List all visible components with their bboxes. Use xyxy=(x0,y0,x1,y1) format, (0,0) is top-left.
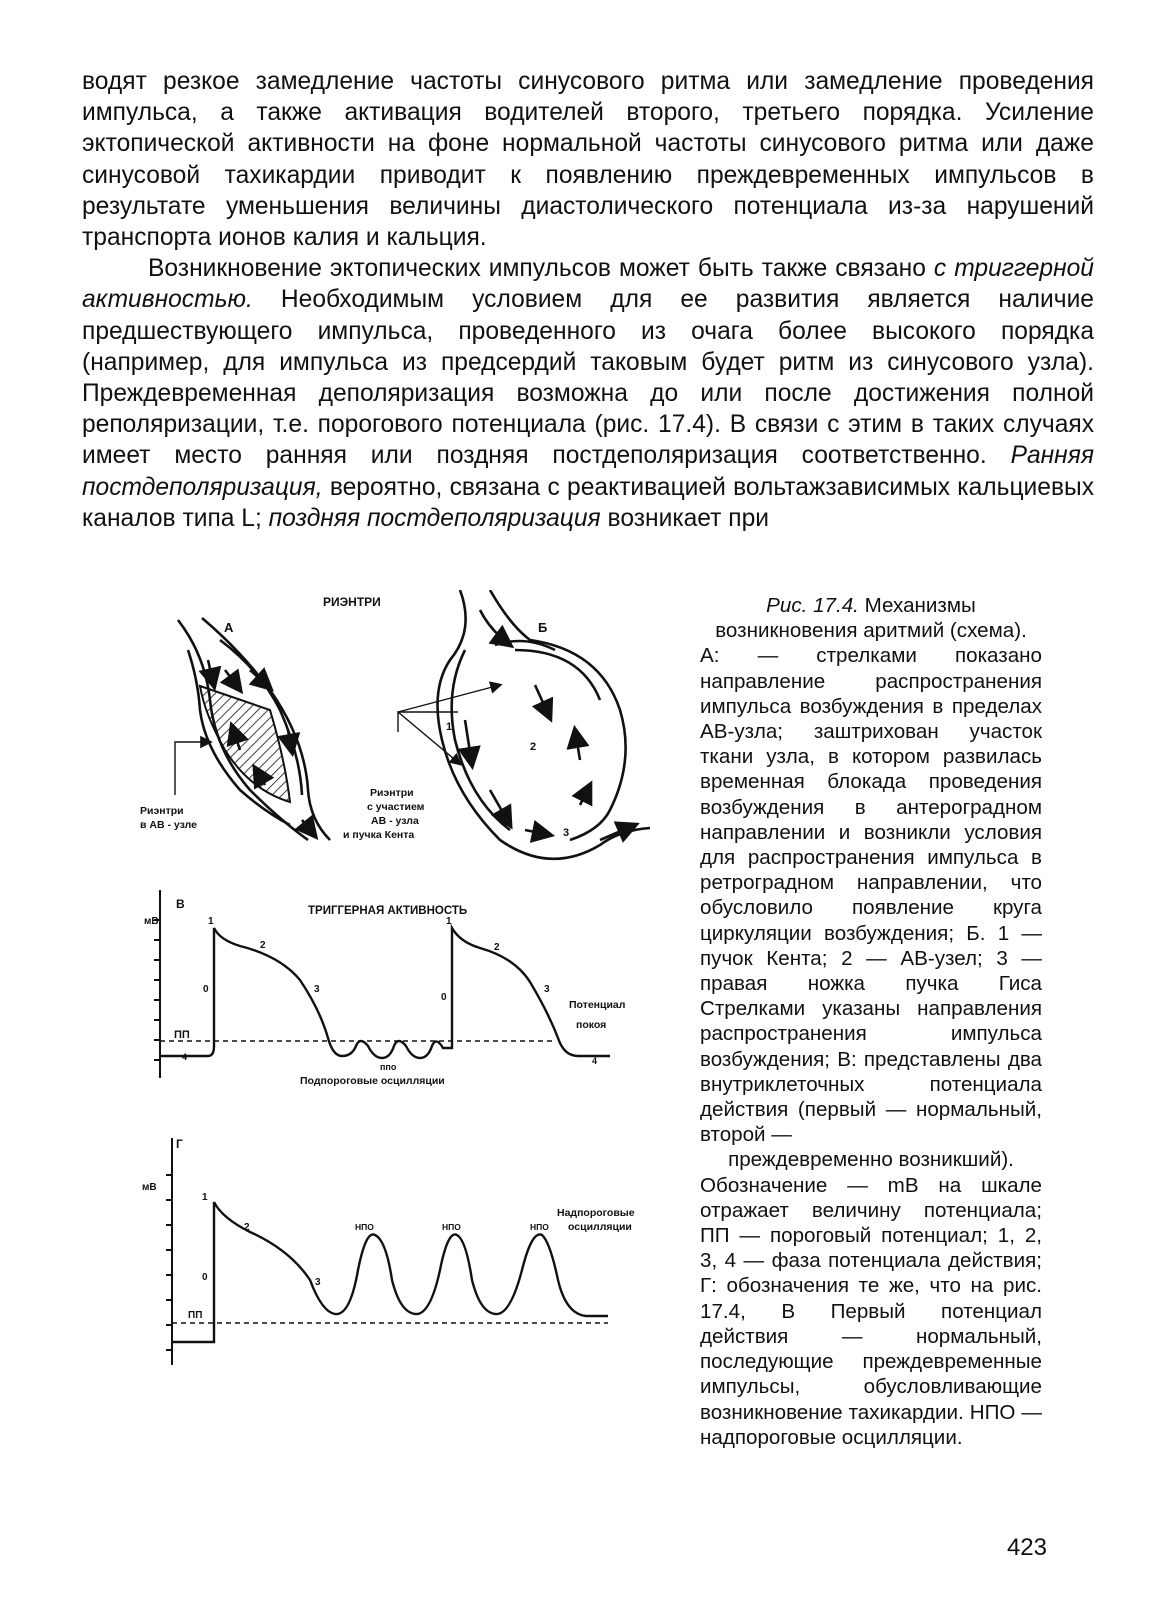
npo-label-2: НПО xyxy=(442,1222,461,1232)
phase-3-v1: 3 xyxy=(314,984,320,995)
av-node-diagram xyxy=(178,618,330,840)
page-number: 423 xyxy=(1006,1534,1047,1561)
label-kent-3: АВ - узла xyxy=(371,815,419,827)
phase-3-g: 3 xyxy=(315,1277,321,1288)
ppo-label: ппо xyxy=(380,1062,397,1072)
phase-2-v1: 2 xyxy=(260,940,266,951)
phase-1-v1: 1 xyxy=(208,916,214,927)
figure-caption xyxy=(700,593,1042,1450)
mv-label-v: мВ xyxy=(144,916,159,927)
emphasis-early: Ранняя постдеполяризация, xyxy=(82,442,1094,501)
phase-2-v2: 2 xyxy=(494,942,500,953)
phase-4-v2: 4 xyxy=(592,1056,598,1066)
npo-label-1: НПО xyxy=(355,1222,374,1232)
caption-body-2: преждевременно возникший). xyxy=(728,1148,1014,1172)
panel-b-label: Б xyxy=(538,620,548,635)
subthreshold-label: Подпороговые осцилляции xyxy=(300,1075,445,1087)
npo-label-3: НПО xyxy=(530,1222,549,1232)
av-pointer xyxy=(175,742,210,795)
action-potential-v xyxy=(160,928,610,1058)
suprathreshold-label-2: осцилляции xyxy=(568,1221,632,1233)
paragraph-2: Возникновение эктопических импульсов может быть также связано с триггерной активностью. Необходимым условием для ее развития является наличие предшествующего импульса, проведенного из очага более высокого порядка (например, для импульса из предсердий таковым будет ритм из синусового узла). Преждевременная деполяризация возможна до или после достижения полной реполяризации, т.е. порогового потенциала (рис. 17.4). В связи с этим в таких случаях имеет место ранняя или поздняя постдеполяризация соответственно. Ранняя постдеполяризация, вероятно, связана с реактивацией вольтажзависимых кальциевых каналов типа L; поздняя постдеполяризация возникает при xyxy=(82,255,1094,532)
reentry-title: РИЭНТРИ xyxy=(323,595,381,609)
figure-drawing xyxy=(130,590,690,1410)
trigger-title: ТРИГГЕРНАЯ АКТИВНОСТЬ xyxy=(308,905,468,917)
pp-label-v: ПП xyxy=(174,1029,190,1041)
label-kent-1: Риэнтри xyxy=(370,787,414,799)
phase-4-v1: 4 xyxy=(182,1052,188,1062)
phase-1-g: 1 xyxy=(202,1192,208,1203)
pp-label-g: ПП xyxy=(188,1310,203,1321)
label-kent-4: и пучка Кента xyxy=(343,829,415,841)
caption-body-1: А: — стрелками показано направление распространения импульса возбуждения в пределах АВ-узла; заштрихован участок ткани узла, в котором развилась временная блокада проведения возбуждения в антероградном направлении и возникли условия для распространения импульса в ретроградном направлении, что обусловило появление круга циркуляции возбуждения; Б. 1 — пучок Кента; 2 — АВ-узел; 3 — правая ножка пучка Гиса Стрелками указаны направления распространения импульса возбуждения; В: представлены два внутриклеточных потенциала действия (первый — нормальный, второй — xyxy=(700,644,1042,1147)
phase-1-v2: 1 xyxy=(446,916,452,927)
phase-0-v2: 0 xyxy=(441,992,447,1003)
paragraph-1: водят резкое замедление частоты синусового ритма или замедление проведения импульса, а также активация водителей второго, третьего порядка. Усиление эктопической активности на фоне нормальной частоты синусового ритма или даже синусовой тахикардии приводит к появлению преждевременных импульсов в результате уменьшения величины диастолического потенциала из-за нарушений транспорта ионов калия и кальция. xyxy=(82,68,1094,252)
emphasis-trigger: с триггерной активностью. xyxy=(82,255,1094,314)
axis-g xyxy=(166,1138,172,1365)
panel-a-label: А xyxy=(224,620,234,635)
panel-v-label: В xyxy=(176,897,185,911)
path-2-label: 2 xyxy=(530,741,537,753)
caption-title: Рис. 17.4. Механизмы возникновения аритмий (схема). xyxy=(715,594,1027,643)
mv-label-g: мВ xyxy=(142,1182,157,1193)
rest-label-1: Потенциал xyxy=(569,999,626,1011)
rest-label-2: покоя xyxy=(576,1019,607,1031)
emphasis-late: поздняя постдеполяризация xyxy=(268,504,601,532)
path-1-label: 1 xyxy=(446,721,453,733)
label-av-1: Риэнтри xyxy=(140,805,184,817)
suprathreshold-label-1: Надпороговые xyxy=(557,1207,635,1219)
panel-g-label: Г xyxy=(176,1137,183,1151)
phase-0-g: 0 xyxy=(202,1272,208,1283)
phase-2-g: 2 xyxy=(244,1222,250,1233)
label-kent-2: с участием xyxy=(367,801,425,813)
path-3-label: 3 xyxy=(563,827,570,839)
caption-body-3: Обозначение — mВ на шкале отражает величину потенциала; ПП — пороговый потенциал; 1, 2, 3, 4 — фаза потенциала действия; Г: обозначения те же, что на рис. 17.4, В Первый потенциал действия — нормальный, последующие преждевременные импульсы, обусловливающие возникновение тахикардии. НПО — надпороговые осцилляции. xyxy=(700,1173,1042,1449)
figure-17-4 xyxy=(130,590,690,1410)
phase-0-v1: 0 xyxy=(203,984,209,995)
label-av-2: в АВ - узле xyxy=(140,819,198,831)
phase-3-v2: 3 xyxy=(544,984,550,995)
main-text xyxy=(82,66,1094,534)
